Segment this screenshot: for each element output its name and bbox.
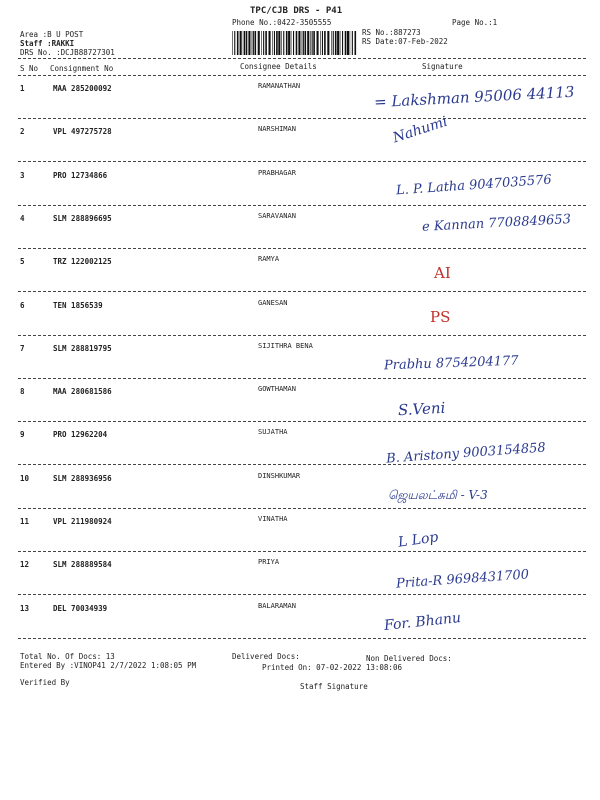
row-divider bbox=[18, 421, 586, 422]
delivered-docs: Delivered Docs: bbox=[232, 652, 300, 661]
header-divider bbox=[18, 58, 586, 59]
signature-5: AI bbox=[434, 264, 451, 282]
column-consignment: Consignment No bbox=[50, 64, 114, 73]
row-serial-number: 1 bbox=[20, 84, 25, 93]
signature-13: For. Bhanu bbox=[383, 610, 462, 634]
document-title: TPC/CJB DRS - P41 bbox=[250, 6, 343, 16]
signature-8: S.Veni bbox=[397, 398, 446, 420]
printed-on: Printed On: 07-02-2022 13:08:06 bbox=[262, 663, 402, 672]
row-consignee-name: RAMYA bbox=[258, 255, 280, 264]
row-serial-number: 6 bbox=[20, 300, 25, 310]
row-consignee-name: SUJATHA bbox=[258, 428, 288, 437]
row-consignee-name: RAMANATHAN bbox=[258, 82, 301, 90]
row-divider bbox=[18, 161, 586, 162]
row-serial-number: 10 bbox=[20, 473, 30, 483]
signature-11: L Lop bbox=[397, 529, 440, 551]
signature-6: PS bbox=[430, 308, 451, 326]
rs-number: RS No.:887273 bbox=[362, 28, 421, 37]
phone-number: Phone No.:0422-3505555 bbox=[232, 18, 332, 27]
row-consignee-name: PRIYA bbox=[258, 558, 280, 567]
verified-by: Verified By bbox=[20, 678, 70, 687]
row-consignment-number: SLM 288819795 bbox=[53, 343, 112, 353]
column-divider bbox=[18, 75, 586, 76]
signature-4: e Kannan 7708849653 bbox=[421, 212, 572, 235]
row-divider bbox=[18, 118, 586, 119]
signature-10: ஜெயலட்சுமி - V-3 bbox=[388, 488, 488, 502]
column-sno: S No bbox=[20, 64, 39, 73]
row-divider bbox=[18, 551, 586, 552]
entered-by: Entered By :VINOP41 2/7/2022 1:08:05 PM bbox=[20, 661, 197, 670]
column-consignee: Consignee Details bbox=[240, 62, 317, 71]
row-divider bbox=[18, 638, 586, 639]
row-serial-number: 9 bbox=[20, 430, 25, 440]
area-label: Area :B U POST bbox=[20, 30, 84, 39]
row-divider bbox=[18, 248, 586, 249]
row-consignment-number: TRZ 122002125 bbox=[53, 257, 112, 267]
row-consignee-name: PRABHAGAR bbox=[258, 168, 296, 177]
barcode-image bbox=[230, 30, 358, 56]
column-signature: Signature bbox=[422, 62, 463, 71]
row-consignment-number: PRO 12734866 bbox=[53, 170, 108, 180]
row-consignment-number: SLM 288889584 bbox=[53, 560, 112, 570]
row-serial-number: 3 bbox=[20, 170, 25, 180]
row-consignment-number: MAA 280681586 bbox=[53, 387, 112, 397]
staff-signature: Staff Signature bbox=[300, 682, 368, 691]
row-divider bbox=[18, 291, 586, 292]
row-consignment-number: MAA 285200092 bbox=[53, 84, 112, 93]
row-serial-number: 11 bbox=[20, 517, 30, 526]
signature-1: = Lakshman 95006 44113 bbox=[373, 82, 575, 112]
row-consignment-number: TEN 1856539 bbox=[53, 300, 103, 310]
row-consignee-name: NARSHIMAN bbox=[258, 125, 296, 134]
row-serial-number: 8 bbox=[20, 387, 25, 397]
row-serial-number: 5 bbox=[20, 257, 25, 267]
row-consignee-name: GANESAN bbox=[258, 298, 288, 307]
page-number: Page No.:1 bbox=[452, 18, 498, 27]
rs-date: RS Date:07-Feb-2022 bbox=[362, 37, 448, 46]
signature-2: Nahumi bbox=[390, 113, 450, 147]
row-consignment-number: VPL 211980924 bbox=[53, 517, 112, 526]
row-consignee-name: BALARAMAN bbox=[258, 601, 296, 610]
signature-3: L. P. Latha 9047035576 bbox=[395, 172, 553, 199]
row-divider bbox=[18, 464, 586, 465]
row-consignee-name: GOWTHAMAN bbox=[258, 385, 296, 394]
row-serial-number: 2 bbox=[20, 127, 25, 137]
row-divider bbox=[18, 335, 586, 336]
row-consignee-name: VINATHA bbox=[258, 515, 288, 523]
row-divider bbox=[18, 508, 586, 509]
row-serial-number: 7 bbox=[20, 343, 25, 353]
drs-number: DRS No. :DCJB88727301 bbox=[20, 48, 115, 57]
total-docs: Total No. Of Docs: 13 bbox=[20, 652, 115, 661]
non-delivered-docs: Non Delivered Docs: bbox=[366, 654, 452, 663]
row-serial-number: 13 bbox=[20, 603, 30, 613]
signature-9: B. Aristony 9003154858 bbox=[385, 440, 547, 467]
row-divider bbox=[18, 594, 586, 595]
row-serial-number: 12 bbox=[20, 560, 30, 570]
signature-12: Prita-R 9698431700 bbox=[395, 567, 530, 592]
row-consignee-name: DINSHKUMAR bbox=[258, 471, 301, 480]
row-consignment-number: VPL 497275728 bbox=[53, 127, 112, 137]
staff-label: Staff :RAKKI bbox=[20, 39, 75, 48]
row-serial-number: 4 bbox=[20, 213, 25, 223]
row-divider bbox=[18, 378, 586, 379]
signature-7: Prabhu 8754204177 bbox=[383, 353, 519, 374]
row-consignment-number: PRO 12962204 bbox=[53, 430, 108, 440]
row-consignment-number: DEL 70034939 bbox=[53, 603, 108, 613]
row-consignment-number: SLM 288936956 bbox=[53, 473, 112, 483]
row-consignee-name: SARAVANAN bbox=[258, 211, 296, 220]
row-consignment-number: SLM 288896695 bbox=[53, 213, 112, 223]
row-divider bbox=[18, 205, 586, 206]
row-consignee-name: SIJITHRA BENA bbox=[258, 341, 313, 350]
